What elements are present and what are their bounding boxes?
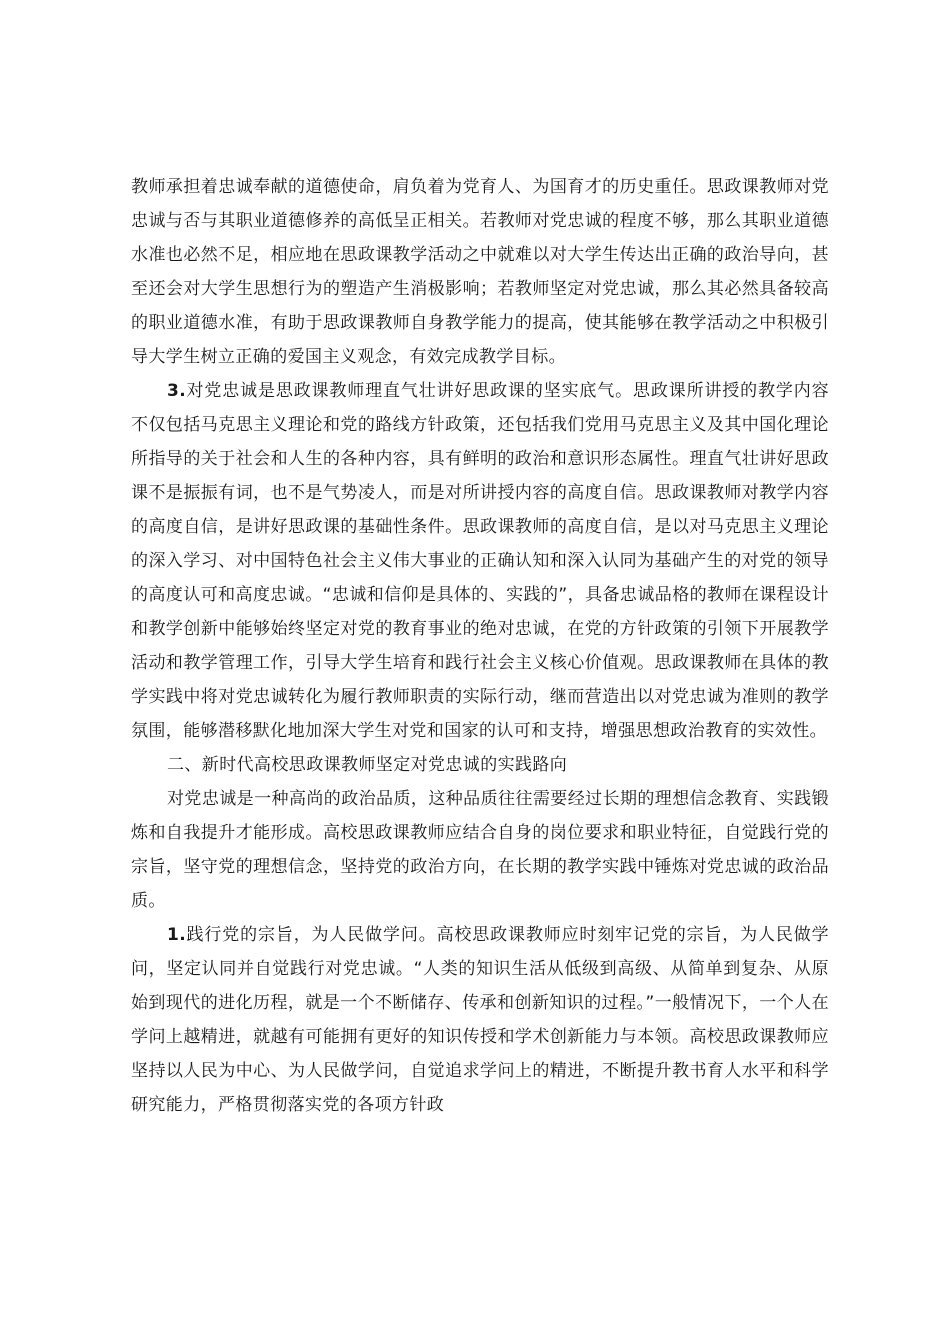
paragraph-3: 对党忠诚是一种高尚的政治品质，这种品质往往需要经过长期的理想信念教育、实践锻炼和自我提升才能形成。高校思政课教师应结合自身的岗位要求和职业特征，自觉践行党的宗旨，坚守党的理想信念，坚持党的政治方向，在长期的教学实践中锤炼对党忠诚的政治品质。 — [131, 789, 829, 911]
paragraph-2 — [131, 374, 829, 748]
paragraph-4-text: 践行党的宗旨，为人民做学问。高校思政课教师应时刻牢记党的宗旨，为人民做学问，坚定认同并自觉践行对党忠诚。“人类的知识生活从低级到高级、从简单到复杂、从原始到现代的进化历程，就是一个不断储存、传承和创新知识的过程。”一般情况下，一个人在学问上越精进，就越有可能拥有更好的知识传授和学术创新能力与本领。高校思政课教师应坚持以人民为中心、为人民做学问，自觉追求学问上的精进，不断提升教书育人水平和科学研究能力，严格贯彻落实党的各项方针政 — [131, 925, 829, 1115]
paragraph-1: 教师承担着忠诚奉献的道德使命，肩负着为党育人、为国育才的历史重任。思政课教师对党忠诚与否与其职业道德修养的高低呈正相关。若教师对党忠诚的程度不够，那么其职业道德水准也必然不足，相应地在思政课教学活动之中就难以对大学生传达出正确的政治导向，甚至还会对大学生思想行为的塑造产生消极影响；若教师坚定对党忠诚，那么其必然具备较高的职业道德水准，有助于思政课教师自身教学能力的提高，使其能够在教学活动之中积极引导大学生树立正确的爱国主义观念，有效完成教学目标。 — [131, 177, 829, 367]
paragraph-4-number: 1. — [167, 925, 187, 945]
paragraph-2-number: 3. — [167, 381, 187, 401]
section-heading: 二、新时代高校思政课教师坚定对党忠诚的实践路向 — [167, 755, 568, 775]
document-body — [131, 170, 829, 1122]
paragraph-4 — [131, 918, 829, 1122]
paragraph-2-text: 对党忠诚是思政课教师理直气壮讲好思政课的坚实底气。思政课所讲授的教学内容不仅包括马克思主义理论和党的路线方针政策，还包括我们党用马克思主义及其中国化理论所指导的关于社会和人生的各种内容，具有鲜明的政治和意识形态属性。理直气壮讲好思政课不是振振有词，也不是气势凌人，而是对所讲授内容的高度自信。思政课教师对教学内容的高度自信，是讲好思政课的基础性条件。思政课教师的高度自信，是以对马克思主义理论的深入学习、对中国特色社会主义伟大事业的正确认知和深入认同为基础产生的对党的领导的高度认可和高度忠诚。“忠诚和信仰是具体的、实践的”，具备忠诚品格的教师在课程设计和教学创新中能够始终坚定对党的教育事业的绝对忠诚，在党的方针政策的引领下开展教学活动和教学管理工作，引导大学生培育和践行社会主义核心价值观。思政课教师在具体的教学实践中将对党忠诚转化为履行教师职责的实际行动，继而营造出以对党忠诚为准则的教学氛围，能够潜移默化地加深大学生对党和国家的认可和支持，增强思想政治教育的实效性。 — [131, 381, 829, 741]
